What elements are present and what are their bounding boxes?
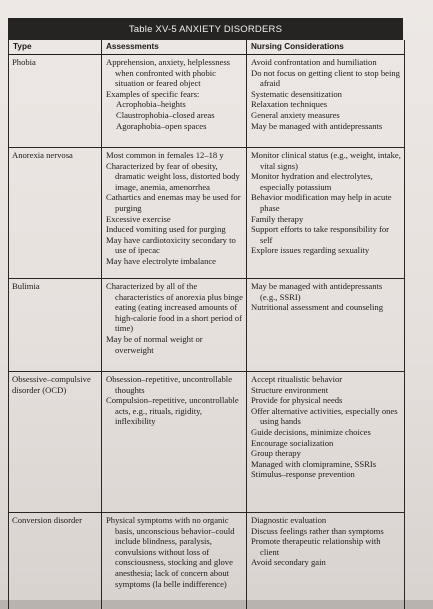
table-row-conversion: [9, 513, 404, 609]
nursing-cell: [246, 148, 404, 278]
table-row-bulimia: [9, 279, 404, 372]
header-type: Type: [13, 42, 32, 51]
assessments-cell: [101, 148, 246, 278]
table-header-row: [9, 40, 404, 55]
assessment-item: Claustrophobia–closed areas: [116, 109, 215, 120]
assessment-item: Characterized by all of the characteristics of anorexia plus binge eating (eating increased amounts of high-calorie food in a short period of time): [106, 281, 243, 334]
header-assessments: Assessments: [101, 40, 246, 54]
nursing-item: Family therapy: [251, 213, 304, 224]
nursing-item: Monitor hydration and electrolytes, especially potassium: [251, 171, 373, 192]
nursing-item: Group therapy: [251, 448, 301, 459]
assessment-item: Apprehension, anxiety, helplessness when confronted with phobic situation or feared object: [106, 57, 231, 89]
nursing-cell: [246, 55, 404, 147]
assessments-cell: [101, 55, 246, 147]
table-row-phobia: [9, 55, 404, 148]
nursing-cell: [246, 279, 404, 371]
nursing-item: Explore issues regarding sexuality: [251, 245, 370, 256]
nursing-item: Support efforts to take responsibility for self: [251, 224, 390, 245]
nursing-item: May be managed with antidepressants (e.g., SSRI): [251, 281, 383, 302]
nursing-item: Relaxation techniques: [251, 99, 328, 110]
nursing-item: Avoid secondary gain: [251, 557, 326, 568]
nursing-item: Stimulus–response prevention: [251, 469, 355, 480]
assessment-item: Cathartics and enemas may be used for purging: [106, 192, 241, 213]
type-cell: Obsessive–compulsive disorder (OCD): [12, 374, 91, 395]
assessments-cell: [101, 279, 246, 371]
assessment-item: May be of normal weight or overweight: [106, 333, 203, 355]
type-cell: Phobia: [12, 57, 36, 67]
table-row-anorexia: [9, 148, 404, 279]
assessments-cell: [101, 513, 246, 609]
nursing-item: Guide decisions, minimize choices: [251, 426, 371, 437]
assessment-item: May have electrolyte imbalance: [106, 255, 216, 266]
assessments-cell: [101, 372, 246, 512]
nursing-item: Systematic desensitization: [251, 88, 342, 99]
nursing-item: Accept ritualistic behavior: [251, 374, 343, 384]
assessment-item: Acrophobia–heights: [116, 99, 186, 110]
nursing-item: Behavior modification may help in acute phase: [251, 192, 392, 213]
type-cell: Conversion disorder: [12, 515, 82, 525]
type-cell: Anorexia nervosa: [12, 150, 73, 160]
nursing-item: Diagnostic evaluation: [251, 515, 327, 525]
header-nursing: Nursing Considerations: [246, 40, 404, 54]
assessment-item: Characterized by fear of obesity, dramatic weight loss, distorted body image, anemia, amenorrhea: [106, 160, 240, 192]
nursing-item: Monitor clinical status (e.g., weight, intake, vital signs): [251, 150, 401, 171]
anxiety-disorders-table: [8, 40, 405, 609]
nursing-item: Promote therapeutic relationship with client: [251, 536, 381, 557]
nursing-item: Managed with clomipramine, SSRIs: [251, 458, 377, 469]
nursing-item: Discuss feelings rather than symptoms: [251, 525, 384, 536]
assessment-item: Obsession–repetitive, uncontrollable thoughts: [106, 374, 233, 395]
assessment-item: May have cardiotoxicity secondary to use of ipecac: [106, 234, 236, 256]
table-title: Table XV-5 ANXIETY DISORDERS: [8, 18, 403, 40]
assessment-item: Most common in females 12–18 y: [106, 150, 224, 160]
assessment-item: Induced vomiting used for purging: [106, 224, 226, 235]
assessment-item: Examples of specific fears:: [106, 88, 200, 99]
nursing-cell: [246, 372, 404, 512]
type-cell: Bulimia: [12, 281, 40, 291]
nursing-item: Encourage socialization: [251, 437, 334, 448]
nursing-item: Nutritional assessment and counseling: [251, 302, 383, 313]
assessment-item: Physical symptoms with no organic basis, unconscious behavior–could include blindness, paralysis, convulsions without loss of consciousness, stocking and glove anesthesia; lack of concern about symptoms (la belle indifference): [106, 515, 235, 589]
nursing-item: Provide for physical needs: [251, 395, 343, 406]
nursing-item: Offer alternative activities, especially ones using hands: [251, 405, 398, 427]
nursing-item: Do not focus on getting client to stop being afraid: [251, 67, 400, 89]
assessment-item: Agoraphobia–open spaces: [116, 120, 207, 131]
nursing-item: General anxiety measures: [251, 109, 340, 120]
assessment-item: Excessive exercise: [106, 213, 171, 224]
nursing-item: May be managed with antidepressants: [251, 120, 383, 131]
table-row-ocd: [9, 372, 404, 513]
nursing-cell: [246, 513, 404, 609]
assessment-item: Compulsion–repetitive, uncontrollable acts, e.g., rituals, rigidity, inflexibility: [106, 395, 239, 427]
nursing-item: Avoid confrontation and humiliation: [251, 57, 377, 67]
nursing-item: Structure environment: [251, 384, 329, 395]
